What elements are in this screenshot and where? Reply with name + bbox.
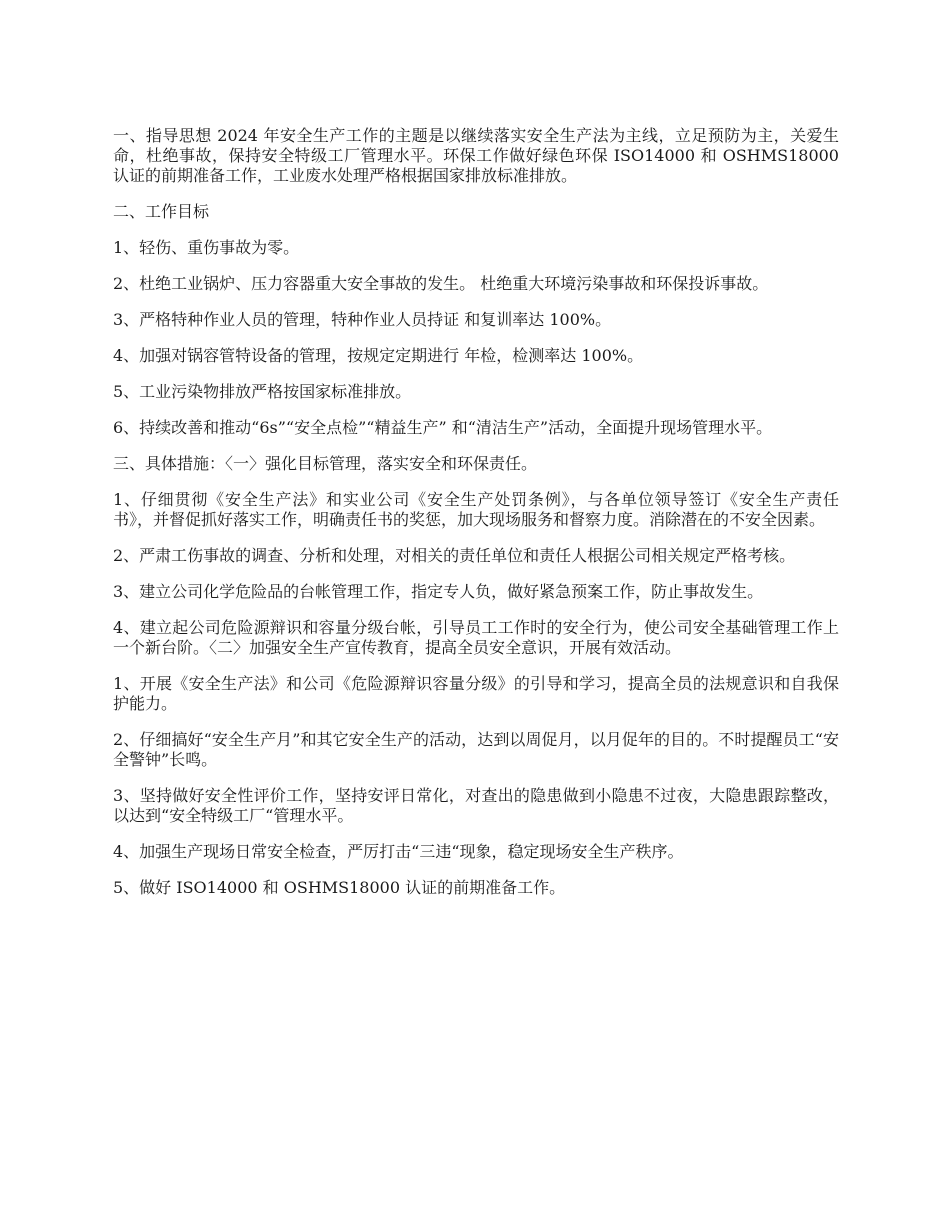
measure-item-3: 3、建立公司化学危险品的台帐管理工作，指定专人负，做好紧急预案工作，防止事故发生。 <box>113 582 764 601</box>
education-item-4: 4、加强生产现场日常安全检查，严厉打击“三违“现象，稳定现场安全生产秩序。 <box>113 842 684 861</box>
goal-item-4: 4、加强对锅容管特设备的管理，按规定定期进行 年检，检测率达 100%。 <box>113 346 644 365</box>
measure-item-2: 2、严肃工伤事故的调查、分析和处理，对相关的责任单位和责任人根据公司相关规定严格考核。 <box>113 546 796 565</box>
measure-item-1: 1、仔细贯彻《安全生产法》和实业公司《安全生产处罚条例》，与各单位领导签订《安全生产责任书》，并督促抓好落实工作，明确责任书的奖惩，加大现场服务和督察力度。消除潜在的不安全因素。 <box>113 490 839 529</box>
measure-item-4: 4、建立起公司危险源辩识和容量分级台帐，引导员工工作时的安全行为，使公司安全基础管理工作上一个新台阶。〈二〉加强安全生产宣传教育，提高全员安全意识，开展有效活动。 <box>113 618 839 657</box>
goal-item-5: 5、工业污染物排放严格按国家标准排放。 <box>113 382 412 401</box>
heading-specific-measures: 三、具体措施：〈一〉强化目标管理，落实安全和环保责任。 <box>113 454 538 473</box>
goal-item-2: 2、杜绝工业锅炉、压力容器重大安全事故的发生。 杜绝重大环境污染事故和环保投诉事故。 <box>113 274 769 293</box>
heading-work-goals: 二、工作目标 <box>113 202 210 221</box>
goal-item-3: 3、严格特种作业人员的管理，特种作业人员持证 和复训率达 100%。 <box>113 310 612 329</box>
education-item-2: 2、仔细搞好“安全生产月”和其它安全生产的活动，达到以周促月，以月促年的目的。不时提醒员工“安全警钟”长鸣。 <box>113 730 839 769</box>
goal-item-1: 1、轻伤、重伤事故为零。 <box>113 238 300 257</box>
education-item-5: 5、做好 ISO14000 和 OSHMS18000 认证的前期准备工作。 <box>113 878 566 897</box>
document-body <box>113 126 839 914</box>
education-item-1: 1、开展《安全生产法》和公司《危险源辩识容量分级》的引导和学习，提高全员的法规意识和自我保护能力。 <box>113 674 839 713</box>
education-item-3: 3、坚持做好安全性评价工作，坚持安评日常化，对查出的隐患做到小隐患不过夜，大隐患跟踪整改，以达到“安全特级工厂“管理水平。 <box>113 786 839 825</box>
goal-item-6: 6、持续改善和推动“6s”“安全点检”“精益生产” 和“清洁生产”活动，全面提升现场管理水平。 <box>113 418 773 437</box>
paragraph-guiding-ideology: 一、指导思想 2024 年安全生产工作的主题是以继续落实安全生产法为主线，立足预防为主，关爱生命，杜绝事故，保持安全特级工厂管理水平。环保工作做好绿色环保 ISO14000 和 OSHMS18000 认证的前期准备工作，工业废水处理严格根据国家排放标准排放。 <box>113 126 839 185</box>
